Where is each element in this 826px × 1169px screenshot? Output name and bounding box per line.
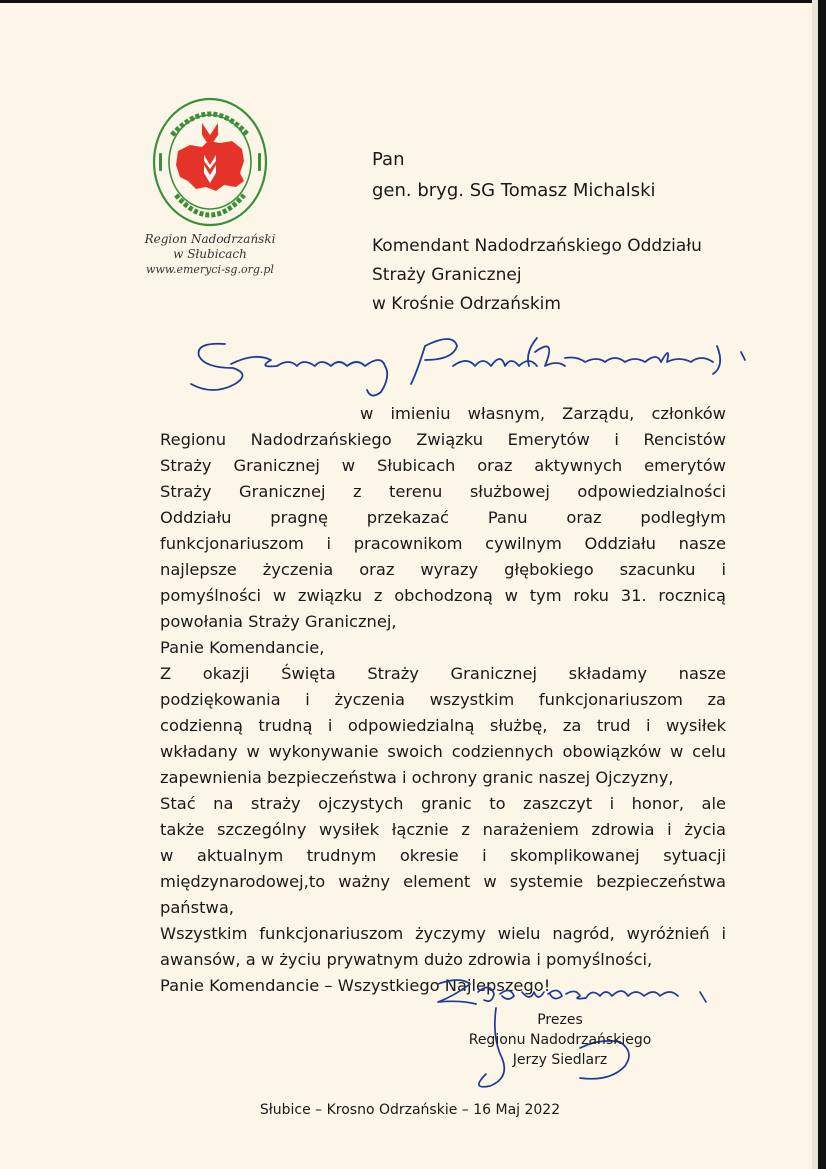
organization-caption [130,232,290,277]
addressee-name: gen. bryg. SG Tomasz Michalski [372,180,656,201]
body-line: Oddziału pragnę przekazać Panu oraz podległym [160,508,726,527]
body-line: wkładany w wykonywanie swoich codziennych obowiązków w celu [160,742,726,761]
body-line: Wszystkim funkcjonariuszom życzymy wielu nagród, wyróżnień i [160,924,726,943]
signer-block [420,1010,700,1070]
organization-city: w Słubicach [173,247,247,261]
organization-name: Region Nadodrzański [144,232,276,246]
body-line: zapewnienia bezpieczeństwa i ochrony granic naszej Ojczyzny, [160,768,674,787]
signer-org: Regionu Nadodrzańskiego [468,1032,652,1048]
body-line: Regionu Nadodrzańskiego Związku Emerytów i Rencistów [160,430,726,449]
body-line: państwa, [160,898,234,917]
addressee-unit [372,232,702,319]
scan-right-edge [818,0,826,1169]
body-line: podziękowania i życzenia wszystkim funkcjonariuszom za [160,690,726,709]
unit-line-1: Komendant Nadodrzańskiego Oddziału [372,236,702,256]
unit-line-3: w Krośnie Odrzańskim [372,294,561,314]
addressee-block [372,144,656,206]
place-date-footer: Słubice – Krosno Odrzańskie – 16 Maj 2022 [259,1102,561,1118]
body-line: w imieniu własnym, Zarządu, członków [360,404,726,423]
body-line: pomyślności w związku z obchodzoną w tym roku 31. rocznicą [160,586,726,605]
body-line: Straży Granicznej w Słubicach oraz aktywnych emerytów [160,456,726,475]
body-line: Z okazji Święta Straży Granicznej składamy nasze [160,664,726,683]
organization-website: www.emeryci-sg.org.pl [146,263,274,276]
body-line: powołania Straży Granicznej, [160,612,397,631]
body-line: Panie Komendancie, [160,638,325,657]
letter-body [160,401,726,999]
body-line: codzienną trudną i odpowiedzialną służbę, za trud i wysiłek [160,716,726,735]
signer-name: Jerzy Siedlarz [512,1052,608,1068]
body-line: międzynarodowej,to ważny element w systemie bezpieczeństwa [160,872,726,891]
body-line: najlepsze życzenia oraz wyrazy głębokiego szacunku i [160,560,726,579]
addressee-title: Pan [372,149,405,170]
body-line: w aktualnym trudnym okresie i skomplikowanej sytuacji [160,846,726,865]
handwritten-salutation [185,322,765,402]
body-line: także szczególny wysiłek łącznie z narażeniem zdrowia i życia [160,820,726,839]
signer-role: Prezes [537,1012,583,1028]
scan-top-edge [0,0,826,3]
body-line: Stać na straży ojczystych granic to zaszczyt i honor, ale [160,794,726,813]
body-line: Panie Komendancie – Wszystkiego Najlepszego! [160,976,551,995]
association-logo [150,95,270,230]
body-line: awansów, a w życiu prywatnym dużo zdrowia i pomyślności, [160,950,653,969]
body-line: Straży Granicznej z terenu służbowej odpowiedzialności [160,482,726,501]
unit-line-2: Straży Granicznej [372,265,522,285]
body-line: funkcjonariuszom i pracownikom cywilnym Oddziału nasze [160,534,726,553]
